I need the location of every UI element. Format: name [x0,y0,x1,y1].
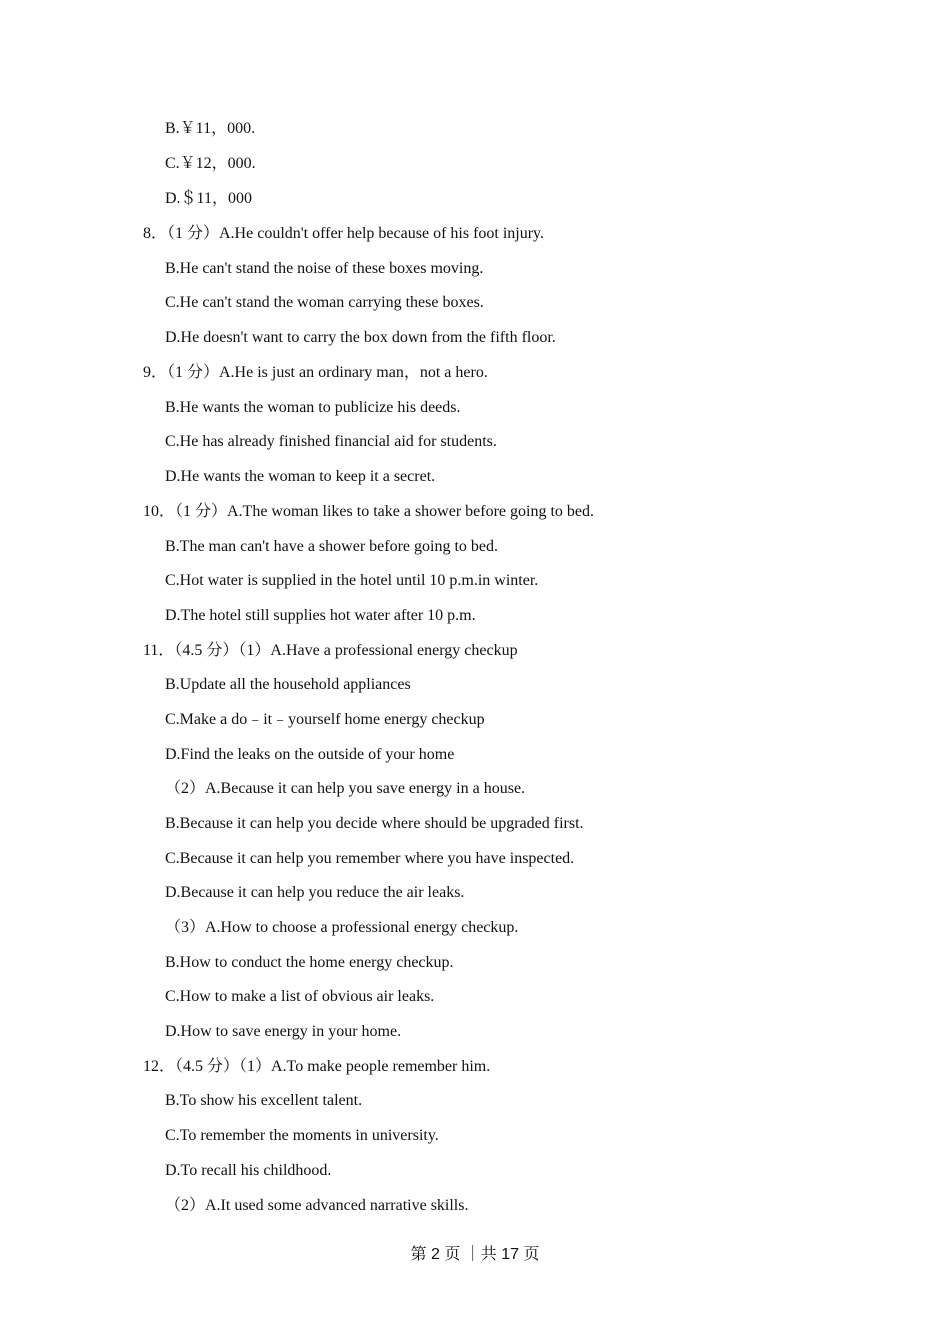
question-line: 9．（1 分）A.He is just an ordinary man，not a hero. [143,364,488,381]
option-line: C.He has already finished financial aid for students. [165,433,497,450]
option-line: C.He can't stand the woman carrying these boxes. [165,294,484,311]
option-line: B.The man can't have a shower before going to bed. [165,538,498,555]
question-line: 8．（1 分）A.He couldn't offer help because of his foot injury. [143,225,545,242]
page-footer: 第 2 页 ｜共 17 页 [410,1246,540,1263]
question-line: 10．（1 分）A.The woman likes to take a shower before going to bed. [143,503,595,520]
subquestion-line: （2）A.Because it can help you save energy in a house. [165,780,526,797]
option-line: D.Because it can help you reduce the air leaks. [165,884,465,901]
option-line: C.Because it can help you remember where you have inspected. [165,850,575,867]
question-line: 11．（4.5 分）（1）A.Have a professional energy checkup [143,642,518,659]
option-line: C.To remember the moments in university. [165,1127,439,1144]
option-line: B.￥11，000. [165,120,256,137]
subquestion-line: （3）A.How to choose a professional energy checkup. [165,919,519,936]
option-line: B.To show his excellent talent. [165,1092,363,1109]
option-line: C.How to make a list of obvious air leaks. [165,988,435,1005]
option-line: B.Update all the household appliances [165,676,411,693]
question-line: 12．（4.5 分）（1）A.To make people remember him. [143,1058,491,1075]
option-line: B.How to conduct the home energy checkup. [165,954,454,971]
option-line: C.Hot water is supplied in the hotel until 10 p.m.in winter. [165,572,539,589]
option-line: C.￥12，000. [165,155,256,172]
option-line: D.＄11，000 [165,190,252,207]
option-line: B.Because it can help you decide where should be upgraded first. [165,815,584,832]
option-line: D.To recall his childhood. [165,1162,332,1179]
option-line: D.He wants the woman to keep it a secret. [165,468,436,485]
subquestion-line: （2）A.It used some advanced narrative skills. [165,1197,469,1214]
option-line: D.The hotel still supplies hot water after 10 p.m. [165,607,476,624]
option-line: C.Make a do﹣it﹣yourself home energy checkup [165,711,485,728]
option-line: B.He wants the woman to publicize his deeds. [165,399,461,416]
option-line: D.Find the leaks on the outside of your home [165,746,455,763]
option-line: D.How to save energy in your home. [165,1023,402,1040]
option-line: D.He doesn't want to carry the box down from the fifth floor. [165,329,556,346]
option-line: B.He can't stand the noise of these boxes moving. [165,260,484,277]
